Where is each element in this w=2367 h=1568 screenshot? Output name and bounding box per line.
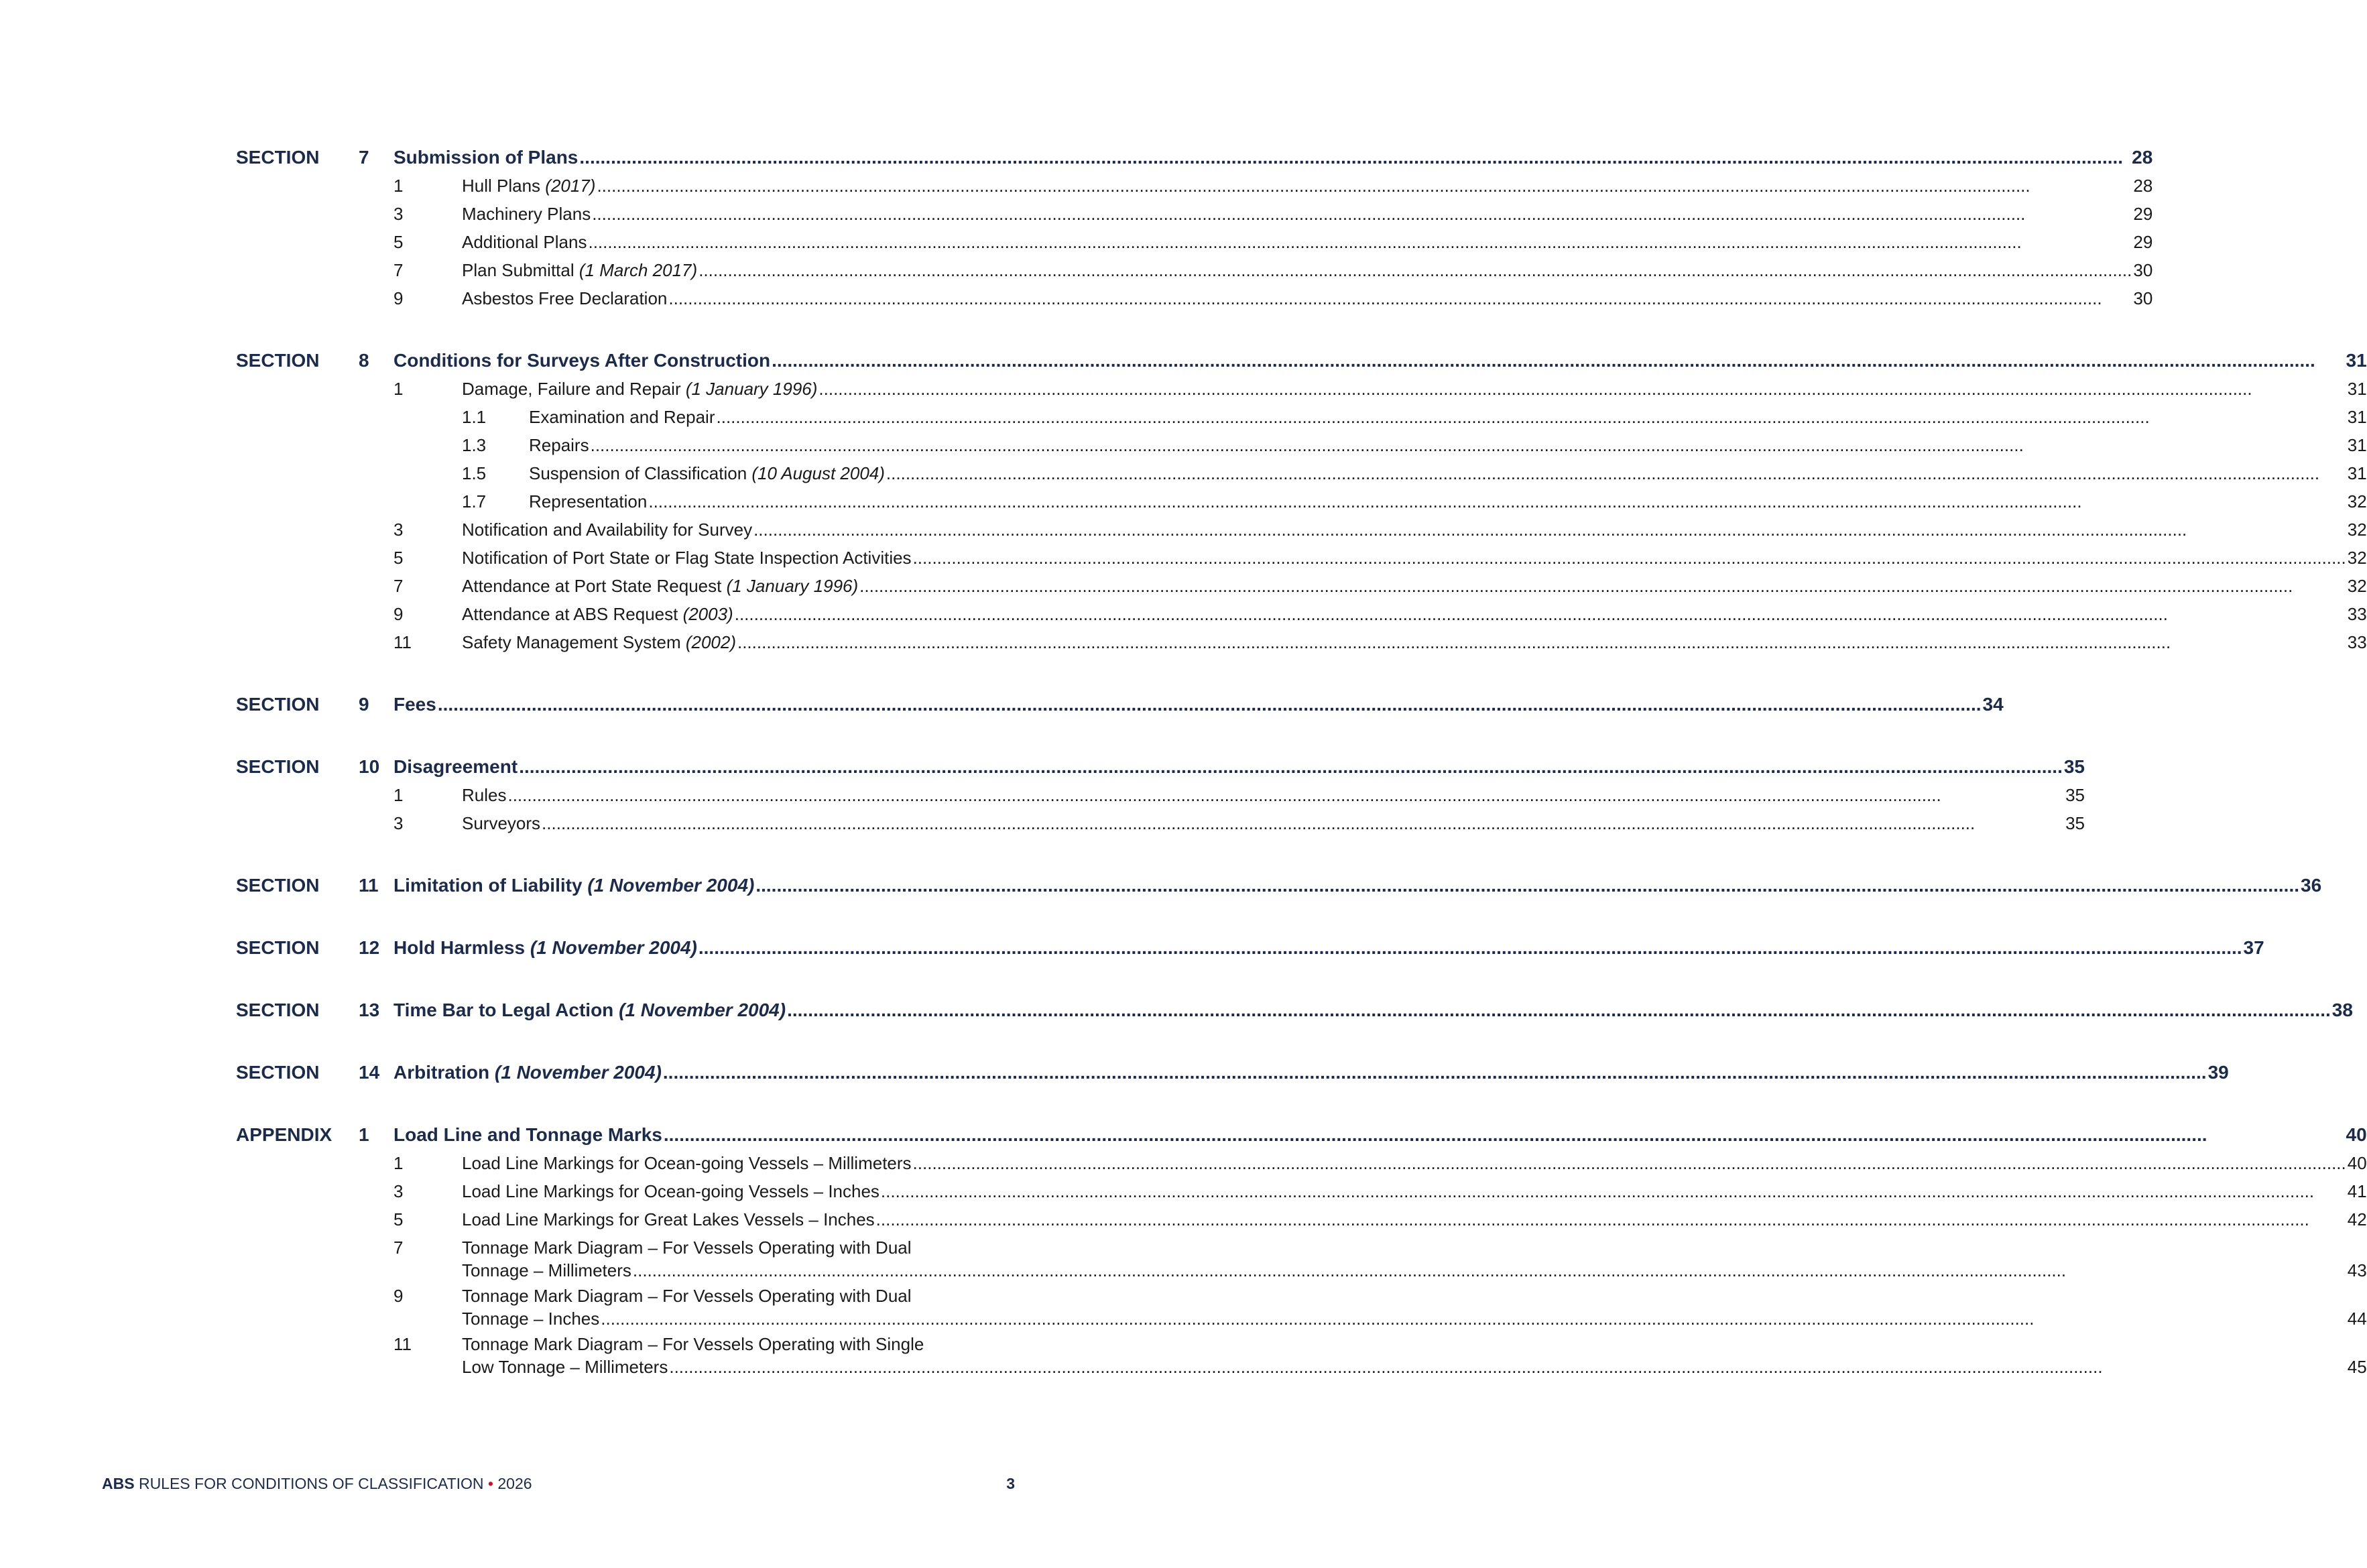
entry-page[interactable]: 40 [2346, 1124, 2367, 1145]
entry-page[interactable]: 29 [2133, 204, 2153, 224]
entry-date: (1 November 2004) [619, 1000, 786, 1020]
section-body [359, 1059, 2229, 1087]
item-number: 3 [393, 1181, 404, 1201]
entry-title [393, 347, 770, 375]
entry-title-text: Hold Harmless [393, 937, 530, 958]
toc-item[interactable] [359, 1177, 2367, 1205]
toc-line [462, 1259, 2367, 1282]
dot-leader [668, 284, 2132, 312]
dot-leader [601, 1307, 2346, 1330]
toc-item[interactable] [359, 572, 2367, 600]
section-body [359, 143, 2152, 312]
dot-leader [787, 996, 2331, 1024]
entry-title [393, 1059, 662, 1087]
toc-item[interactable] [359, 200, 2152, 228]
page-footer [102, 1475, 1015, 1493]
section-number: 11 [359, 875, 379, 896]
entry-page[interactable]: 31 [2347, 379, 2367, 399]
section-heading[interactable] [359, 753, 2085, 781]
section-heading[interactable] [359, 871, 2321, 900]
entry-title-text: Load Line and Tonnage Marks [393, 1124, 662, 1145]
entry-title [462, 600, 733, 628]
toc-section [236, 690, 2004, 719]
entry-page[interactable]: 28 [2133, 176, 2153, 196]
item-number: 7 [393, 576, 404, 596]
dot-leader [663, 1059, 2207, 1087]
entry-page[interactable]: 40 [2347, 1153, 2367, 1173]
toc-subitem[interactable] [359, 403, 2367, 431]
item-number: 5 [393, 548, 404, 568]
item-title-line1: Tonnage Mark Diagram – For Vessels Operating with Single [462, 1334, 924, 1354]
section-body [359, 753, 2085, 837]
entry-date: (1 November 2004) [530, 937, 697, 958]
item-title-line2: Low Tonnage – Millimeters [462, 1357, 668, 1377]
section-number: 9 [359, 694, 369, 715]
entry-page[interactable]: 30 [2133, 288, 2153, 308]
toc-section [236, 753, 2085, 837]
toc-line [393, 143, 2152, 172]
item-number: 5 [393, 232, 404, 252]
table-of-contents [236, 143, 2367, 1415]
entry-page[interactable]: 28 [2132, 147, 2153, 168]
item-number: 1 [393, 176, 404, 196]
toc-section [236, 871, 2322, 900]
entry-title [393, 690, 436, 719]
section-heading[interactable] [359, 143, 2152, 172]
entry-title [393, 871, 754, 900]
toc-line [462, 600, 2367, 628]
toc-subitem[interactable] [359, 431, 2367, 459]
toc-section [236, 1121, 2367, 1381]
dot-leader [592, 200, 2132, 228]
entry-title-text: Load Line Markings for Great Lakes Vessels – Inches [462, 1209, 875, 1229]
item-number: 1 [393, 379, 404, 399]
entry-title [462, 228, 587, 256]
entry-title [393, 996, 786, 1024]
item-title-line1: Tonnage Mark Diagram – For Vessels Operating with Dual [462, 1286, 912, 1306]
dot-leader [597, 172, 2132, 200]
toc-line [462, 200, 2152, 228]
toc-item[interactable] [359, 375, 2367, 403]
entry-title-text: Surveyors [462, 813, 541, 833]
section-body [359, 996, 2353, 1024]
entry-title-text: Additional Plans [462, 232, 587, 252]
item-number: 1 [393, 785, 404, 805]
toc-item[interactable] [359, 628, 2367, 656]
toc-item[interactable] [359, 809, 2085, 837]
toc-section [236, 347, 2367, 656]
entry-title-text: Representation [529, 491, 648, 511]
section-kind-label: SECTION [236, 756, 320, 777]
section-kind-label: APPENDIX [236, 1124, 332, 1145]
entry-title [462, 172, 595, 200]
entry-title-text: Damage, Failure and Repair [462, 379, 686, 399]
item-title-line2: Tonnage – Inches [462, 1309, 600, 1329]
entry-title-text: Fees [393, 694, 436, 715]
entry-title-text: Conditions for Surveys After Construction [393, 350, 771, 371]
entry-page[interactable]: 32 [2347, 576, 2367, 596]
entry-title [462, 1149, 912, 1177]
footer-page-number: 3 [1006, 1475, 1015, 1492]
item-number: 1 [393, 1153, 404, 1173]
dot-leader [876, 1205, 2346, 1233]
toc-line [462, 572, 2367, 600]
entry-page[interactable]: 44 [2347, 1309, 2367, 1329]
item-title-line1: Tonnage Mark Diagram – For Vessels Operating with Dual [462, 1238, 912, 1258]
entry-date: (1 January 1996) [685, 379, 818, 399]
toc-item[interactable] [359, 228, 2152, 256]
entry-title [462, 375, 817, 403]
entry-page[interactable]: 34 [1982, 694, 2004, 715]
dot-leader [591, 431, 2346, 459]
entry-title-text: Hull Plans [462, 176, 546, 196]
dot-leader [699, 934, 2242, 962]
toc-line [529, 487, 2367, 516]
section-number: 13 [359, 1000, 380, 1020]
entry-title [529, 431, 589, 459]
item-number: 3 [393, 204, 404, 224]
entry-title [462, 544, 912, 572]
toc-item[interactable] [359, 1284, 2367, 1330]
entry-page[interactable]: 42 [2347, 1209, 2367, 1229]
entry-date: (1 January 1996) [726, 576, 859, 596]
toc-line [462, 544, 2367, 572]
entry-title [462, 516, 752, 544]
entry-title [393, 1121, 662, 1149]
section-number: 1 [359, 1124, 369, 1145]
dot-leader [542, 809, 2064, 837]
section-kind-label: SECTION [236, 350, 320, 371]
entry-page[interactable]: 33 [2347, 604, 2367, 624]
dot-leader [507, 781, 2064, 809]
toc-item[interactable] [359, 1149, 2367, 1177]
section-kind-label: SECTION [236, 1000, 320, 1020]
entry-title [462, 256, 697, 284]
section-heading[interactable] [359, 347, 2367, 375]
entry-title-text: Attendance at ABS Request [462, 604, 683, 624]
item-number: 9 [393, 288, 404, 308]
toc-item[interactable] [359, 781, 2085, 809]
toc-item[interactable] [359, 516, 2367, 544]
entry-title [462, 200, 591, 228]
item-multiline [462, 1333, 2367, 1378]
toc-item[interactable] [359, 1333, 2367, 1378]
entry-page[interactable]: 33 [2347, 632, 2367, 652]
entry-title [393, 753, 518, 781]
section-number: 7 [359, 147, 369, 168]
toc-subitem[interactable] [359, 459, 2367, 487]
entry-title-text: Notification of Port State or Flag State Inspection Activities [462, 548, 912, 568]
toc-line [462, 172, 2152, 200]
section-kind-label: SECTION [236, 1062, 320, 1083]
entry-title-text: Load Line Markings for Ocean-going Vessels – Inches [462, 1181, 879, 1201]
entry-page[interactable]: 35 [2063, 756, 2085, 777]
entry-title-text: Examination and Repair [529, 407, 715, 427]
dot-leader [669, 1355, 2346, 1378]
entry-page[interactable]: 37 [2243, 937, 2264, 958]
section-heading[interactable] [359, 690, 2004, 719]
entry-title [462, 1177, 879, 1205]
dot-leader [664, 1121, 2345, 1149]
entry-title-text: Load Line Markings for Ocean-going Vessels – Millimeters [462, 1153, 912, 1173]
toc-line [393, 1121, 2367, 1149]
dot-leader [755, 871, 2299, 900]
toc-line [462, 1355, 2367, 1378]
toc-line [462, 284, 2152, 312]
entry-date: (1 March 2017) [579, 260, 698, 280]
dot-leader [735, 600, 2346, 628]
entry-page[interactable]: 43 [2347, 1260, 2367, 1280]
toc-item[interactable] [359, 256, 2152, 284]
dot-leader [699, 256, 2132, 284]
toc-line [529, 431, 2367, 459]
toc-line [393, 996, 2353, 1024]
toc-section [236, 996, 2353, 1024]
entry-title-text: Arbitration [393, 1062, 495, 1083]
footer-org: ABS [102, 1475, 135, 1492]
toc-item[interactable] [359, 600, 2367, 628]
entry-date: (1 November 2004) [494, 1062, 662, 1083]
toc-line [462, 516, 2367, 544]
item-number: 9 [393, 604, 404, 624]
entry-date: (2017) [545, 176, 596, 196]
entry-title-text: Rules [462, 785, 507, 805]
entry-title-text: Machinery Plans [462, 204, 591, 224]
entry-title [529, 459, 885, 487]
entry-page[interactable]: 32 [2347, 548, 2367, 568]
subitem-number: 1.5 [462, 463, 487, 483]
entry-title-text: Repairs [529, 435, 589, 455]
section-number: 10 [359, 756, 380, 777]
entry-page[interactable]: 38 [2331, 1000, 2353, 1020]
entry-page[interactable]: 39 [2207, 1062, 2229, 1083]
entry-title [529, 403, 715, 431]
section-kind-label: SECTION [236, 875, 320, 896]
dot-leader [886, 459, 2346, 487]
section-heading[interactable] [359, 996, 2353, 1024]
dot-leader [881, 1177, 2346, 1205]
subitem-number: 1.7 [462, 491, 487, 511]
dot-leader [913, 1149, 2346, 1177]
toc-line [462, 1177, 2367, 1205]
toc-line [393, 753, 2085, 781]
entry-title-text: Notification and Availability for Survey [462, 520, 753, 540]
section-body [359, 1121, 2367, 1381]
entry-title-text: Attendance at Port State Request [462, 576, 727, 596]
section-heading[interactable] [359, 1059, 2229, 1087]
section-kind-label: SECTION [236, 147, 320, 168]
dot-leader [753, 516, 2346, 544]
section-body [359, 347, 2367, 656]
entry-page[interactable]: 29 [2133, 232, 2153, 252]
toc-line [462, 228, 2152, 256]
entry-page[interactable]: 31 [2347, 463, 2367, 483]
section-heading[interactable] [359, 1121, 2367, 1149]
item-number: 7 [393, 260, 404, 280]
entry-page[interactable]: 32 [2347, 520, 2367, 540]
footer-doc-title: RULES FOR CONDITIONS OF CLASSIFICATION [134, 1475, 488, 1492]
dot-leader [859, 572, 2346, 600]
entry-page[interactable]: 35 [2065, 785, 2085, 805]
toc-line [462, 809, 2085, 837]
entry-page[interactable]: 31 [2346, 350, 2367, 371]
footer-year: 2026 [493, 1475, 532, 1492]
toc-line [393, 871, 2321, 900]
dot-leader [438, 690, 1982, 719]
section-number: 12 [359, 937, 380, 958]
subitem-number: 1.3 [462, 435, 487, 455]
toc-subitem[interactable] [359, 487, 2367, 516]
entry-title-text: Asbestos Free Declaration [462, 288, 668, 308]
entry-title [462, 628, 736, 656]
footer-title [102, 1475, 532, 1493]
footer-bullet: • [487, 1475, 493, 1492]
item-number: 7 [393, 1238, 404, 1258]
entry-page[interactable]: 41 [2347, 1181, 2367, 1201]
dot-leader [648, 487, 2346, 516]
dot-leader [519, 753, 2063, 781]
section-kind-label: SECTION [236, 937, 320, 958]
section-body [359, 690, 2004, 719]
entry-title [462, 809, 540, 837]
entry-page[interactable]: 35 [2065, 813, 2085, 833]
entry-title [462, 572, 858, 600]
item-multiline [462, 1284, 2367, 1330]
entry-date: (10 August 2004) [751, 463, 885, 483]
entry-page[interactable]: 31 [2347, 435, 2367, 455]
toc-line [462, 781, 2085, 809]
section-number: 8 [359, 350, 369, 371]
section-heading[interactable] [359, 934, 2264, 962]
item-number: 3 [393, 813, 404, 833]
toc-item[interactable] [359, 1236, 2367, 1282]
toc-line [462, 1149, 2367, 1177]
dot-leader [913, 544, 2346, 572]
toc-line [462, 628, 2367, 656]
item-number: 11 [393, 632, 412, 652]
toc-section [236, 934, 2264, 962]
entry-title [462, 1205, 875, 1233]
toc-line [462, 1205, 2367, 1233]
entry-title-text: Submission of Plans [393, 147, 579, 168]
toc-line [393, 347, 2367, 375]
dot-leader [737, 628, 2346, 656]
entry-page[interactable]: 45 [2347, 1357, 2367, 1377]
toc-item[interactable] [359, 284, 2152, 312]
dot-leader [633, 1259, 2346, 1282]
dot-leader [579, 143, 2130, 172]
entry-title-text: Disagreement [393, 756, 518, 777]
toc-item[interactable] [359, 172, 2152, 200]
toc-line [393, 934, 2264, 962]
item-number: 9 [393, 1286, 404, 1306]
entry-title-text: Limitation of Liability [393, 875, 588, 896]
dot-leader [818, 375, 2346, 403]
entry-date: (2002) [685, 632, 736, 652]
section-body [359, 934, 2264, 962]
entry-title-text: Time Bar to Legal Action [393, 1000, 619, 1020]
entry-date: (2003) [682, 604, 733, 624]
section-body [359, 871, 2321, 900]
item-number: 11 [393, 1334, 412, 1354]
dot-leader [717, 403, 2346, 431]
entry-page[interactable]: 30 [2133, 260, 2153, 280]
toc-section [236, 1059, 2229, 1087]
entry-title [462, 284, 667, 312]
entry-title [393, 143, 578, 172]
entry-date: (1 November 2004) [587, 875, 755, 896]
toc-item[interactable] [359, 1205, 2367, 1233]
toc-line [529, 403, 2367, 431]
entry-page[interactable]: 32 [2347, 491, 2367, 511]
item-multiline [462, 1236, 2367, 1282]
item-title-line2: Tonnage – Millimeters [462, 1260, 631, 1280]
entry-title-text: Plan Submittal [462, 260, 579, 280]
entry-title [462, 781, 506, 809]
item-number: 3 [393, 520, 404, 540]
toc-line [393, 1059, 2229, 1087]
section-kind-label: SECTION [236, 694, 320, 715]
entry-page[interactable]: 36 [2301, 875, 2322, 896]
toc-section [236, 143, 2153, 312]
toc-item[interactable] [359, 544, 2367, 572]
entry-title [393, 934, 697, 962]
entry-page[interactable]: 31 [2347, 407, 2367, 427]
entry-title-text: Safety Management System [462, 632, 686, 652]
toc-line [462, 256, 2152, 284]
entry-title-text: Suspension of Classification [529, 463, 752, 483]
entry-title [529, 487, 647, 516]
toc-line [462, 375, 2367, 403]
dot-leader [588, 228, 2132, 256]
toc-line [462, 1307, 2367, 1330]
toc-line [529, 459, 2367, 487]
subitem-number: 1.1 [462, 407, 487, 427]
section-number: 14 [359, 1062, 380, 1083]
toc-line [393, 690, 2004, 719]
dot-leader [772, 347, 2344, 375]
item-number: 5 [393, 1209, 404, 1229]
